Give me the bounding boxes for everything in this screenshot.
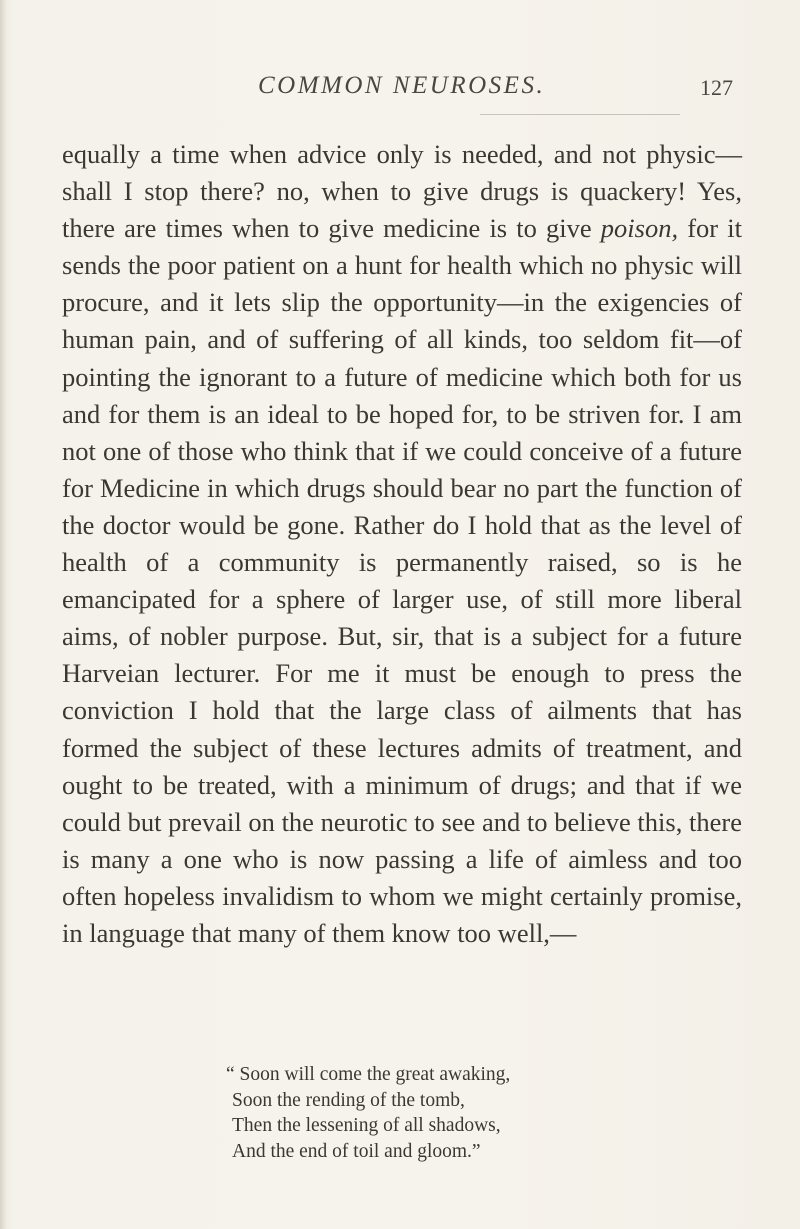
paragraph-text	[62, 136, 742, 952]
page-header	[0, 72, 800, 108]
verse-line: Then the lessening of all shadows,	[232, 1115, 501, 1136]
running-title: COMMON NEUROSES.	[258, 72, 546, 99]
verse-line: And the end of toil and gloom.”	[232, 1140, 481, 1162]
text-before-emphasis: equally a time when advice only is needed, and not physic—shall I stop there? no, when to give drugs is quackery! Yes, there are times when to give medicine is to give	[62, 139, 742, 244]
verse-line: Soon the rending of the tomb,	[232, 1089, 465, 1111]
page-number: 127	[700, 75, 733, 100]
emphasized-word: poison,	[600, 213, 679, 244]
verse-quotation	[226, 1062, 652, 1164]
verse-line: “ Soon will come the great awaking,	[226, 1064, 511, 1085]
text-after-emphasis: for it sends the poor patient on a hunt for health which no physic will procure, and it lets slip the opportunity—in the exigencies of human pain, and of suffering of all kinds, too seldom fit—of pointing the ignorant to a future of medicine which both for us and for them is an ideal to be hoped for, to be striven for. I am not one of those who think that if we could conceive of a future for Medicine in which drugs should bear no part the function of the doctor would be gone. Rather do I hold that as the level of health of a community is permanently raised, so is he emancipated for a sphere of larger use, of still more liberal aims, of nobler purpose. But, sir, that is a subject for a future Harveian lecturer. For me it must be enough to press the conviction I hold that the large class of ailments that has formed the subject of these lectures admits of treatment, and ought to be treated, with a minimum of drugs; and that if we could but prevail on the neurotic to see and to believe this, there is many a one who is now passing a life of aimless and too often hopeless invalidism to whom we might certainly promise, in language that many of them know too well,—	[62, 213, 742, 948]
page-binding-edge	[0, 0, 6, 1229]
header-rule	[480, 114, 680, 115]
body-paragraph	[62, 136, 742, 952]
